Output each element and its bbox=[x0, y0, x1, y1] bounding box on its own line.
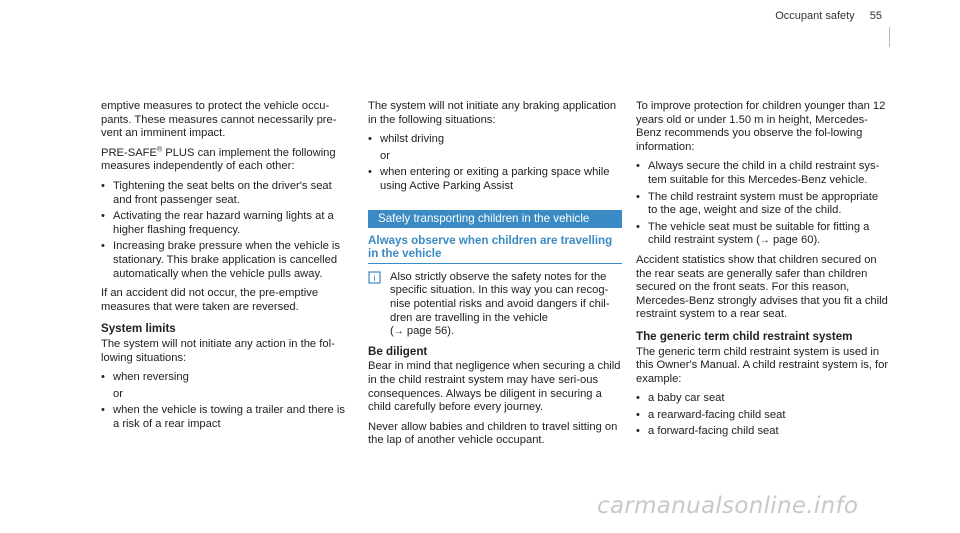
system-limits-heading: System limits bbox=[101, 322, 176, 336]
column-3 bbox=[636, 100, 890, 445]
limits-paragraph: The system will not initiate any action in the fol-lowing situations: bbox=[101, 337, 335, 364]
list-item: • The child restraint system must be appropriate to the age, weight and size of the child. bbox=[636, 191, 890, 218]
list-item: • when entering or exiting a parking space while using Active Parking Assist bbox=[368, 166, 622, 193]
never-paragraph: Never allow babies and children to travel sitting on the lap of another vehicle occupant. bbox=[368, 420, 618, 447]
column-1 bbox=[101, 100, 345, 437]
item-page-ref[interactable]: page 60). bbox=[773, 234, 821, 247]
page-header bbox=[775, 10, 882, 24]
list-item: • when reversing bbox=[101, 371, 345, 385]
limits-list bbox=[101, 371, 345, 431]
info-icon bbox=[368, 271, 381, 287]
registered-mark: ® bbox=[156, 146, 163, 154]
list-item: • a rearward-facing child seat bbox=[636, 409, 890, 423]
column-2 bbox=[368, 100, 622, 454]
braking-list bbox=[368, 133, 622, 193]
subsection-heading: Always observe when children are travelling in the vehicle bbox=[368, 234, 622, 264]
section-title: Occupant safety bbox=[775, 10, 855, 22]
or-text: or bbox=[380, 149, 390, 162]
presafe-name: PRE-SAFE bbox=[101, 146, 157, 159]
list-item: • whilst driving bbox=[368, 133, 622, 147]
accident-paragraph: If an accident did not occur, the pre-emptive measures that were taken are reversed. bbox=[101, 287, 319, 313]
recommendations-list bbox=[636, 160, 890, 248]
watermark: carmanualsonline.info bbox=[597, 493, 859, 519]
list-item: • a forward-facing child seat bbox=[636, 425, 890, 439]
arrow-icon: → bbox=[393, 326, 404, 338]
note-page-ref[interactable]: page 56). bbox=[406, 325, 455, 338]
presafe-paragraph bbox=[101, 147, 345, 174]
diligent-paragraph: Bear in mind that negligence when securing a child in the child restraint system may have seri-ous consequences. Always be diligent in securing a child carefully before every journey. bbox=[368, 360, 621, 414]
list-item: • Always secure the child in a child restraint sys-tem suitable for this Mercedes-Benz vehicle. bbox=[636, 160, 890, 187]
note-text: Also strictly observe the safety notes for the specific situation. In this way you can recog-nise potential risks and avoid dangers if chil-dren are travelling in the vehicle bbox=[390, 270, 610, 324]
measures-list bbox=[101, 180, 345, 281]
improve-paragraph: To improve protection for children younger than 12 years old or under 1.50 m in height, Mercedes-Benz recommends you observe the fol-lowing information: bbox=[636, 100, 886, 153]
page-number: 55 bbox=[869, 10, 882, 22]
section-banner: Safely transporting children in the vehicle bbox=[368, 210, 622, 228]
or-text: or bbox=[113, 387, 123, 400]
presafe-text: PLUS can implement the following measures independently of each other: bbox=[101, 146, 336, 173]
item-text: The vehicle seat must be suitable for fitting a child restraint system ( bbox=[648, 220, 870, 247]
be-diligent-heading: Be diligent bbox=[368, 344, 428, 358]
generic-term-heading: The generic term child restraint system bbox=[636, 329, 853, 343]
list-item: • when the vehicle is towing a trailer and there is a risk of a rear impact bbox=[101, 404, 345, 431]
list-item: • Activating the rear hazard warning lights at a higher flashing frequency. bbox=[101, 210, 345, 237]
arrow-icon: → bbox=[759, 235, 770, 247]
examples-list bbox=[636, 392, 890, 439]
generic-paragraph: The generic term child restraint system is used in this Owner's Manual. A child restraint system is, for example: bbox=[636, 345, 889, 385]
list-item: • a baby car seat bbox=[636, 392, 890, 406]
list-item bbox=[636, 221, 890, 248]
braking-paragraph: The system will not initiate any braking application in the following situations: bbox=[368, 100, 617, 126]
safety-note: i Also strictly observe the safety notes for the specific situation. In this way you can recog-nise potential risks and avoid dangers if chil-dren are travelling in the vehicle (→ page 56). bbox=[368, 271, 622, 339]
header-divider bbox=[889, 27, 890, 47]
intro-paragraph: emptive measures to protect the vehicle occu-pants. These measures cannot necessarily pre-vent an imminent impact. bbox=[101, 100, 337, 140]
statistics-paragraph: Accident statistics show that children secured on the rear seats are generally safer than children secured on the front seats. For this reason, Mercedes-Benz strongly advises that you fit a child restraint system to a rear seat. bbox=[636, 253, 888, 321]
svg-text:i: i bbox=[373, 272, 376, 283]
list-item: • Tightening the seat belts on the driver's seat and front passenger seat. bbox=[101, 180, 345, 207]
list-item: • Increasing brake pressure when the vehicle is stationary. This brake application is cancelled automatically when the vehicle pulls away. bbox=[101, 240, 345, 281]
